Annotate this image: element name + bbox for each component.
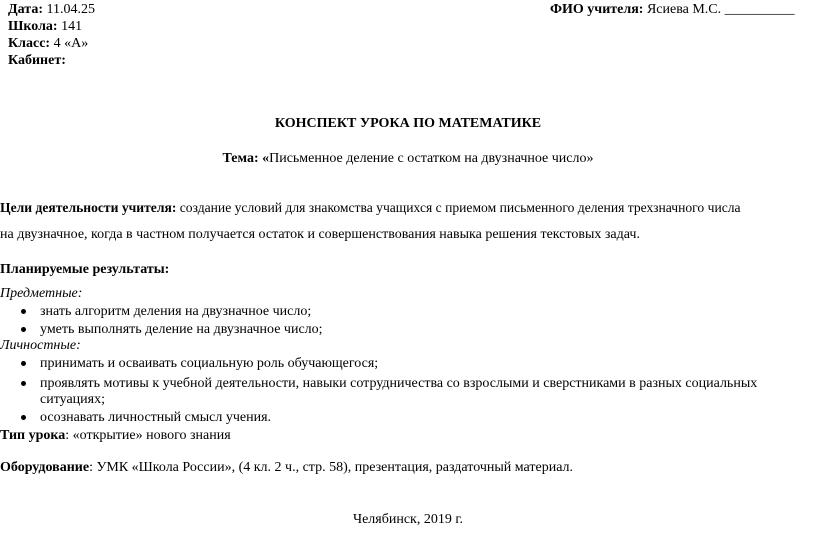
subject-label-text: Предметные:: [0, 286, 83, 301]
list-item: [40, 376, 757, 392]
topic-line: [0, 151, 816, 167]
subject-label: [0, 286, 82, 302]
personal-item-2-cont: ситуациях;: [40, 392, 105, 407]
cabinet-label: Кабинет:: [8, 53, 66, 68]
class-line: [8, 36, 88, 52]
results-heading: [0, 262, 169, 278]
goals-line-2: [0, 227, 640, 243]
personal-item-1: принимать и осваивать социальную роль обучающегося;: [40, 356, 379, 371]
subject-item-2: уметь выполнять деление на двузначное число;: [40, 322, 323, 337]
school-label: Школа:: [8, 19, 58, 34]
class-label: Класс:: [8, 36, 51, 51]
teacher-line: [550, 2, 795, 18]
results-heading-text: Планируемые результаты:: [0, 262, 170, 277]
list-item: [40, 322, 323, 338]
list-item: [40, 410, 271, 426]
personal-label-text: Личностные:: [0, 338, 81, 353]
topic-value: Письменное деление с остатком на двузначное число»: [269, 151, 594, 166]
personal-label: [0, 338, 81, 354]
goals-text-1: создание условий для знакомства учащихся с приемом письменного деления трехзначного числа: [179, 200, 741, 215]
subject-item-1: знать алгоритм деления на двузначное число;: [40, 304, 312, 319]
bullet-icon: [21, 361, 26, 366]
date-label: Дата:: [8, 2, 43, 17]
class-value: 4 «А»: [53, 36, 89, 51]
topic-label: Тема: «: [222, 151, 270, 166]
list-item-continuation: [40, 392, 105, 408]
date-value: 11.04.25: [46, 2, 95, 17]
personal-item-2: проявлять мотивы к учебной деятельности, навыки сотрудничества со взрослыми и сверстниками в разных социальных: [40, 376, 758, 391]
bullet-icon: [21, 309, 26, 314]
equipment-line: [0, 460, 573, 476]
bullet-icon: [21, 327, 26, 332]
goals-label: Цели деятельности учителя:: [0, 200, 177, 215]
document-title: [0, 116, 816, 132]
lesson-type-line: [0, 428, 231, 444]
lesson-type-value: : «открытие» нового знания: [65, 428, 231, 443]
bullet-icon: [21, 415, 26, 420]
lesson-type-label: Тип урока: [0, 428, 66, 443]
goals-line-1: [0, 200, 741, 216]
list-item: [40, 304, 311, 320]
footer-city-year: [0, 512, 816, 528]
title-text: КОНСПЕКТ УРОКА ПО МАТЕМАТИКЕ: [274, 116, 542, 131]
personal-item-3: осознавать личностный смысл учения.: [40, 410, 272, 425]
bullet-icon: [21, 381, 26, 386]
teacher-label: ФИО учителя:: [550, 2, 644, 17]
school-value: 141: [61, 19, 83, 34]
goals-text-2: на двузначное, когда в частном получается остаток и совершенствования навыка решения текстовых задач.: [0, 227, 640, 242]
equipment-label: Оборудование: [0, 460, 90, 475]
school-line: [8, 19, 82, 35]
equipment-value: : УМК «Школа России», (4 кл. 2 ч., стр. 58), презентация, раздаточный материал.: [89, 460, 574, 475]
list-item: [40, 356, 378, 372]
teacher-value: Ясиева М.С. __________: [646, 2, 795, 17]
date-line: [8, 2, 95, 18]
cabinet-line: [8, 53, 66, 69]
footer-text: Челябинск, 2019 г.: [352, 512, 464, 527]
